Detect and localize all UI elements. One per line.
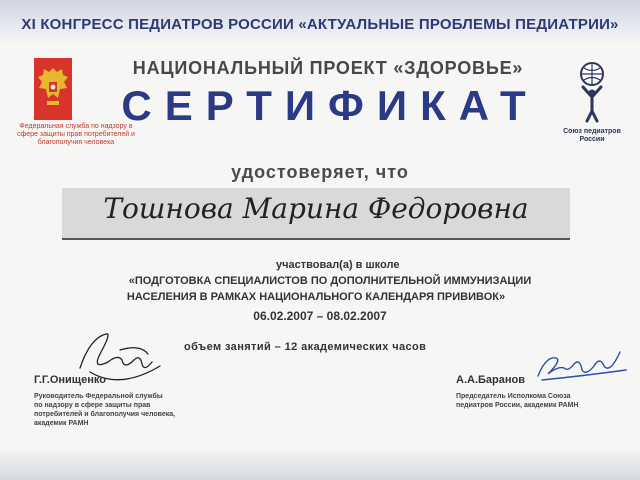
- union-of-pediatricians-logo: [572, 60, 612, 126]
- bottom-band: [0, 450, 640, 480]
- school-title-line2: НАСЕЛЕНИЯ В РАМКАХ НАЦИОНАЛЬНОГО КАЛЕНДАРЯ ПРИВИВОК»: [126, 291, 506, 303]
- course-hours: объем занятий – 12 академических часов: [184, 341, 427, 353]
- left-signatory-role: Руководитель Федеральной службы по надзору в сфере защиты прав потребителей и благополучия человека, академик РАМН: [34, 393, 176, 427]
- left-signatory-name: Г.Г.Онищенко: [34, 374, 106, 386]
- certifies-text: удостоверяет, что: [231, 162, 409, 182]
- right-signature-icon: [532, 350, 632, 388]
- right-signatory-name: А.А.Баранов: [456, 374, 525, 386]
- recipient-name: Тошнова Марина Федоровна: [103, 192, 529, 225]
- emblem-caption: Федеральная служба по надзору в сфере защиты прав потребителей и благополучия человека: [17, 123, 135, 146]
- union-caption: Союз педиатров России: [563, 128, 621, 143]
- right-signatory-role: Председатель Исполкома Союза педиатров России, академик РАМН: [456, 393, 579, 409]
- certificate-title: СЕРТИФИКАТ: [121, 82, 539, 129]
- project-title: НАЦИОНАЛЬНЫЙ ПРОЕКТ «ЗДОРОВЬЕ»: [132, 58, 524, 78]
- participated-text: участвовал(а) в школе: [276, 259, 400, 271]
- school-title-line1: «ПОДГОТОВКА СПЕЦИАЛИСТОВ ПО ДОПОЛНИТЕЛЬНОЙ ИММУНИЗАЦИИ: [128, 275, 532, 287]
- congress-title: XI КОНГРЕСС ПЕДИАТРОВ РОССИИ «АКТУАЛЬНЫЕ ПРОБЛЕМЫ ПЕДИАТРИИ»: [21, 16, 619, 33]
- course-dates: 06.02.2007 – 08.02.2007: [253, 309, 387, 323]
- coat-of-arms-icon: [34, 58, 72, 120]
